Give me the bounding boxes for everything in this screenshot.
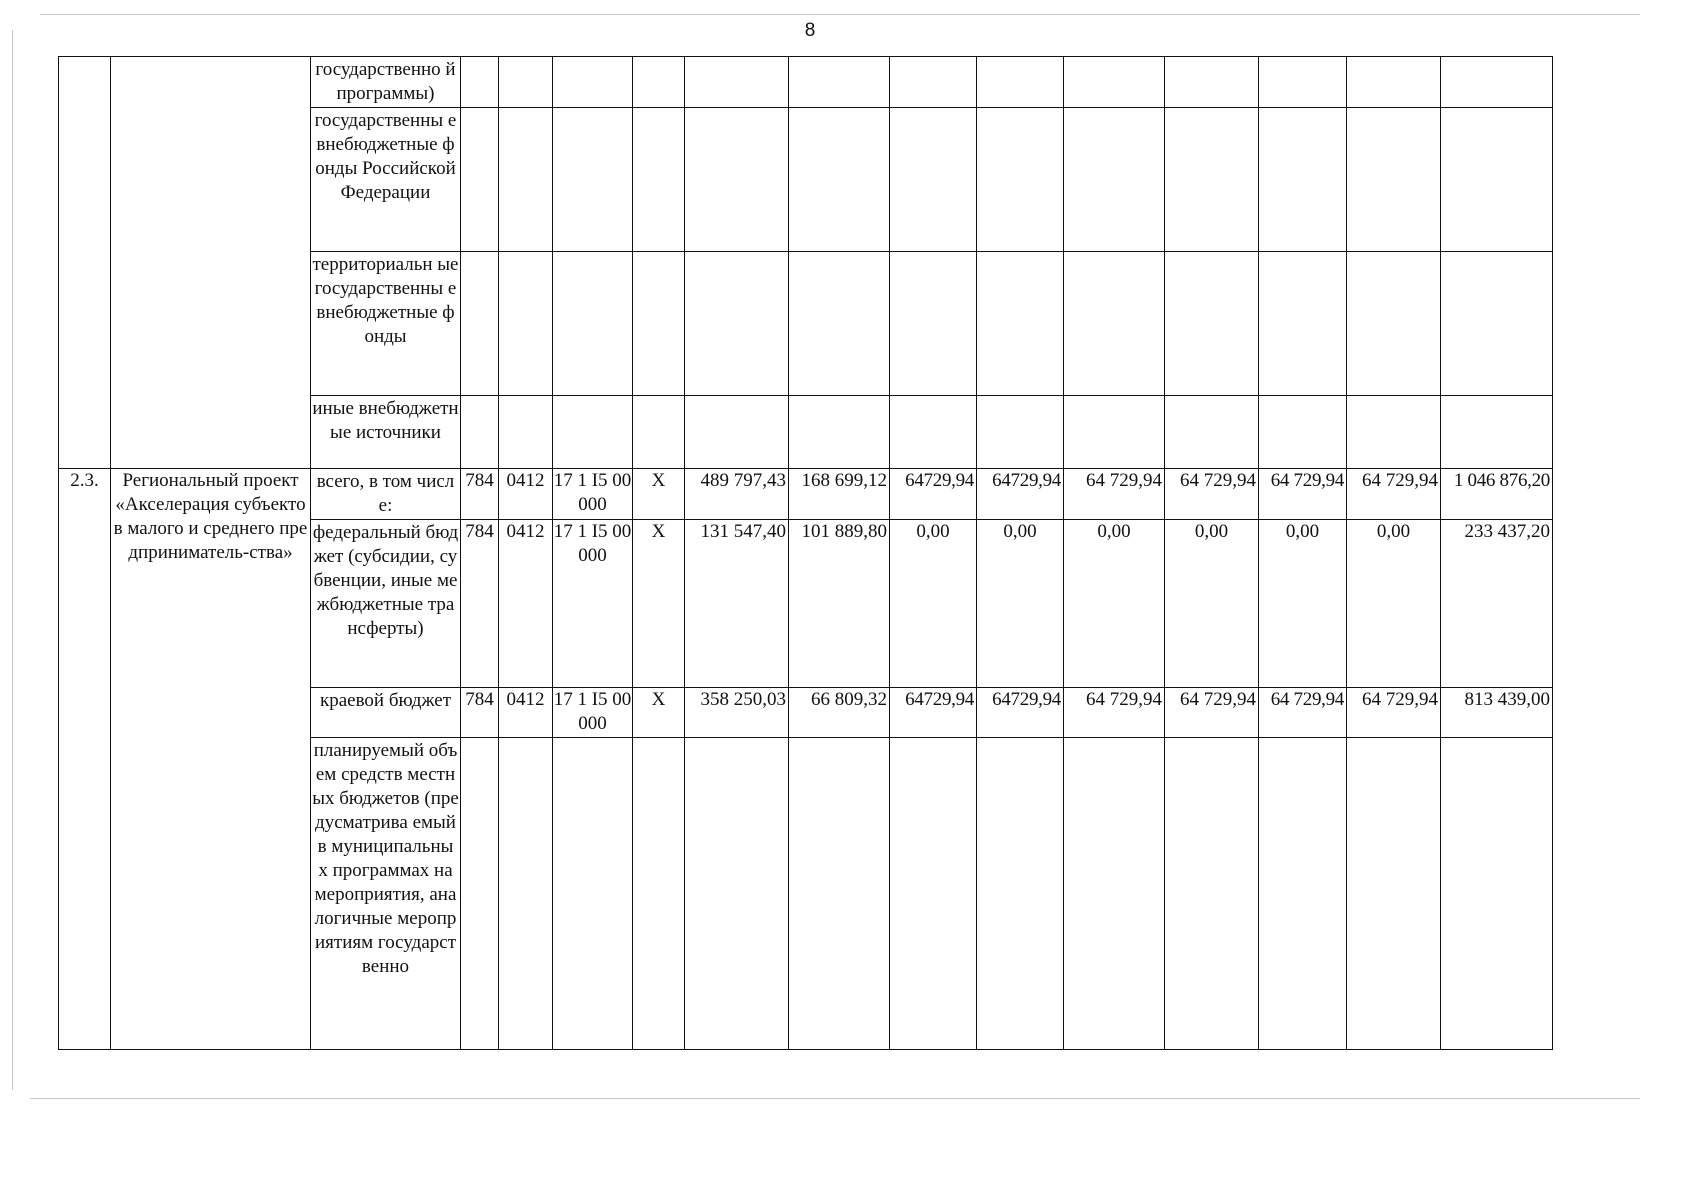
value-cell: 64 729,94 bbox=[1064, 469, 1165, 520]
value-cell: 64 729,94 bbox=[1347, 688, 1441, 738]
value-cell: 64 729,94 bbox=[1165, 469, 1259, 520]
value-cell: 358 250,03 bbox=[685, 688, 789, 738]
value-cell: 0,00 bbox=[1347, 520, 1441, 688]
value-cell: 64 729,94 bbox=[1259, 469, 1347, 520]
number-cell bbox=[59, 57, 111, 469]
source-cell: федеральный бюджет (субсидии, субвенции, иные межбюджетные трансферты) bbox=[311, 520, 461, 688]
financing-table bbox=[58, 56, 1553, 1050]
source-cell: планируемый объем средств местных бюджетов (предусматрива емый в муниципальны х программах на мероприятия, аналогичные мероприятиям государственно bbox=[311, 738, 461, 1050]
page-number: 8 bbox=[804, 20, 816, 41]
value-cell: 0,00 bbox=[890, 520, 977, 688]
value-cell: 1 046 876,20 bbox=[1441, 469, 1553, 520]
value-cell: 131 547,40 bbox=[685, 520, 789, 688]
value-cell: 64 729,94 bbox=[1347, 469, 1441, 520]
rzpr-cell: 0412 bbox=[499, 520, 553, 688]
rzpr-cell: 0412 bbox=[499, 469, 553, 520]
grbs-cell: 784 bbox=[461, 469, 499, 520]
rzpr-cell: 0412 bbox=[499, 688, 553, 738]
source-cell: государственны е внебюджетные фонды Российской Федерации bbox=[311, 108, 461, 252]
value-cell: 489 797,43 bbox=[685, 469, 789, 520]
project-name: Региональный проект «Акселерация субъектов малого и среднего предприниматель-ства» bbox=[111, 469, 311, 1050]
source-cell: территориальн ые государственны е внебюджетные фонды bbox=[311, 252, 461, 396]
value-cell: 64 729,94 bbox=[1165, 688, 1259, 738]
value-cell: 64729,94 bbox=[977, 688, 1064, 738]
scan-edge-top bbox=[40, 14, 1640, 15]
value-cell: 64 729,94 bbox=[1064, 688, 1165, 738]
value-cell: 813 439,00 bbox=[1441, 688, 1553, 738]
value-cell: 66 809,32 bbox=[789, 688, 890, 738]
value-cell: 233 437,20 bbox=[1441, 520, 1553, 688]
value-cell: 64729,94 bbox=[977, 469, 1064, 520]
csr-cell: 17 1 I5 00000 bbox=[553, 520, 633, 688]
value-cell: 0,00 bbox=[1259, 520, 1347, 688]
value-cell: 101 889,80 bbox=[789, 520, 890, 688]
project-number: 2.3. bbox=[59, 469, 111, 1050]
csr-cell: 17 1 I5 00000 bbox=[553, 469, 633, 520]
source-cell: иные внебюджетные источники bbox=[311, 396, 461, 469]
source-cell: государственно й программы) bbox=[311, 57, 461, 108]
vr-cell: X bbox=[633, 520, 685, 688]
vr-cell: X bbox=[633, 688, 685, 738]
value-cell: 0,00 bbox=[1165, 520, 1259, 688]
grbs-cell: 784 bbox=[461, 520, 499, 688]
source-cell: краевой бюджет bbox=[311, 688, 461, 738]
value-cell: 64 729,94 bbox=[1259, 688, 1347, 738]
scan-edge-left bbox=[12, 30, 13, 1090]
value-cell: 0,00 bbox=[977, 520, 1064, 688]
vr-cell: X bbox=[633, 469, 685, 520]
table-row bbox=[59, 469, 1553, 520]
value-cell: 168 699,12 bbox=[789, 469, 890, 520]
value-cell: 64729,94 bbox=[890, 688, 977, 738]
table-row bbox=[59, 57, 1553, 108]
value-cell: 64729,94 bbox=[890, 469, 977, 520]
csr-cell: 17 1 I5 00000 bbox=[553, 688, 633, 738]
value-cell: 0,00 bbox=[1064, 520, 1165, 688]
grbs-cell: 784 bbox=[461, 688, 499, 738]
source-cell: всего, в том числе: bbox=[311, 469, 461, 520]
project-name-cell bbox=[111, 57, 311, 469]
scan-edge-bottom bbox=[30, 1098, 1640, 1099]
